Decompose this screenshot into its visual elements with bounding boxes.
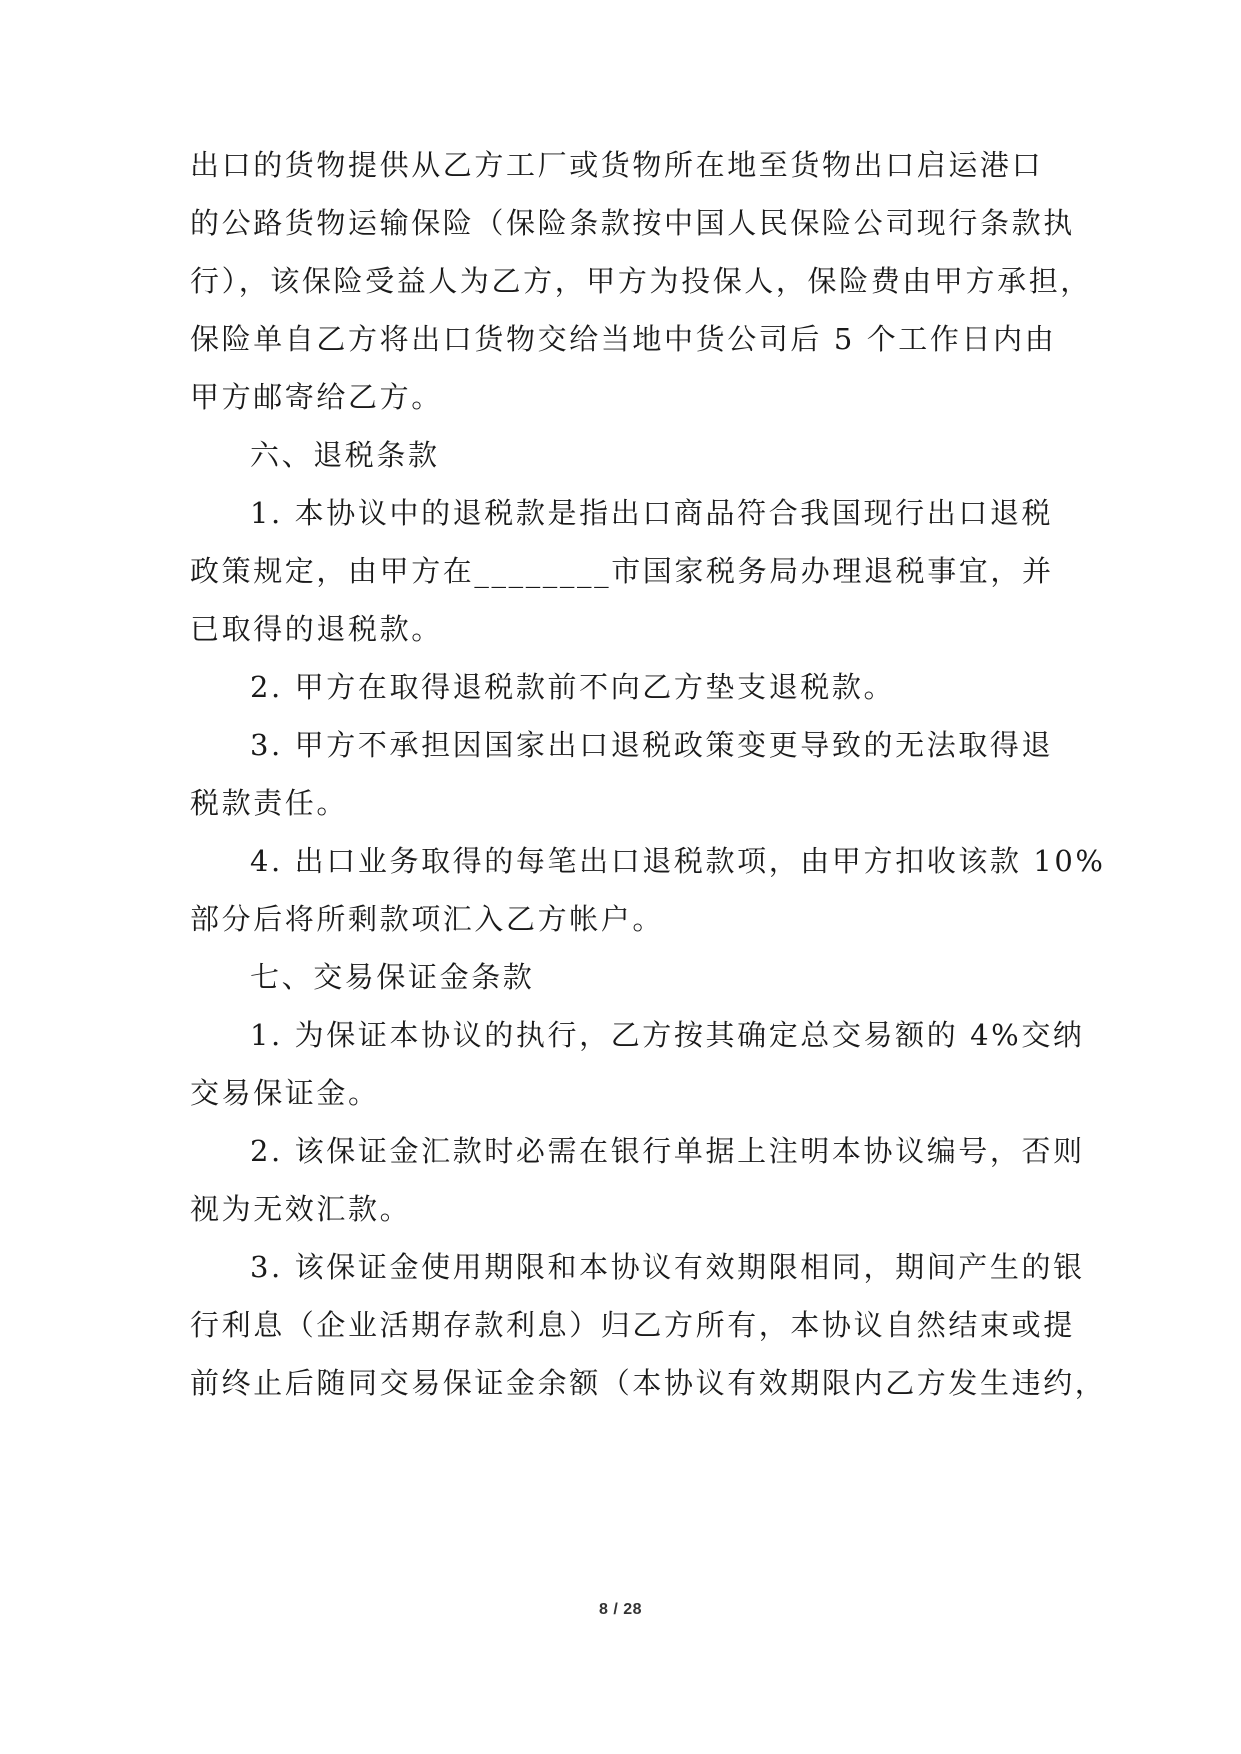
page-number: 8 / 28	[598, 1601, 643, 1618]
body-text-line: 甲方邮寄给乙方。	[190, 380, 443, 414]
clause-item: 3. 该保证金使用期限和本协议有效期限相同，期间产生的银	[250, 1250, 1085, 1284]
body-text-line: 行），该保险受益人为乙方，甲方为投保人，保险费由甲方承担，	[190, 264, 1092, 298]
body-text-line: 税款责任。	[190, 786, 349, 820]
body-text-line: 交易保证金。	[190, 1076, 380, 1110]
body-text-line: 出口的货物提供从乙方工厂或货物所在地至货物出口启运港口	[190, 148, 1044, 182]
clause-item: 1. 本协议中的退税款是指出口商品符合我国现行出口退税	[250, 496, 1054, 530]
clause-item: 3. 甲方不承担因国家出口退税政策变更导致的无法取得退	[250, 728, 1054, 762]
body-text-line: 已取得的退税款。	[190, 612, 443, 646]
clause-item: 2. 甲方在取得退税款前不向乙方垫支退税款。	[250, 670, 896, 704]
body-text-line: 视为无效汇款。	[190, 1192, 412, 1226]
clause-item: 4. 出口业务取得的每笔出口退税款项，由甲方扣收该款 10%	[250, 844, 1106, 878]
section-heading: 六、退税条款	[250, 438, 440, 472]
section-heading: 七、交易保证金条款	[250, 960, 535, 994]
clause-item: 2. 该保证金汇款时必需在银行单据上注明本协议编号，否则	[250, 1134, 1085, 1168]
clause-item: 1. 为保证本协议的执行，乙方按其确定总交易额的 4%交纳	[250, 1018, 1085, 1052]
body-text-line: 的公路货物运输保险（保险条款按中国人民保险公司现行条款执	[190, 206, 1075, 240]
body-text-line: 政策规定，由甲方在________市国家税务局办理退税事宜，并	[190, 554, 1054, 588]
body-text-line: 行利息（企业活期存款利息）归乙方所有，本协议自然结束或提	[190, 1308, 1075, 1342]
body-text-line: 保险单自乙方将出口货物交给当地中货公司后 5 个工作日内由	[190, 322, 1057, 356]
body-text-line: 前终止后随同交易保证金余额（本协议有效期限内乙方发生违约，	[190, 1366, 1107, 1400]
body-text-line: 部分后将所剩款项汇入乙方帐户。	[190, 902, 665, 936]
